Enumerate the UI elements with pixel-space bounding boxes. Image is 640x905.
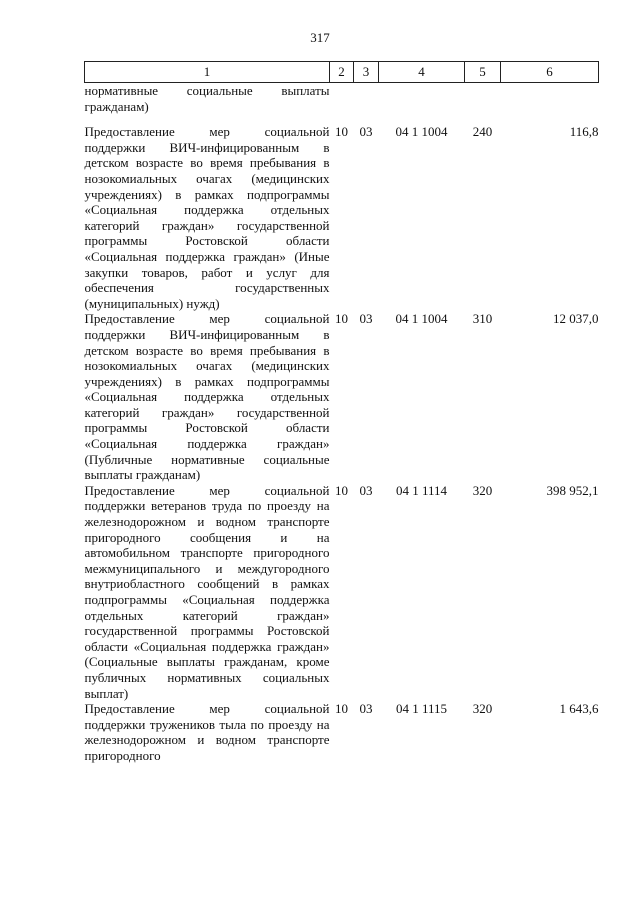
row-description: Предоставление мер социальной поддержки ветеранов труда по проезду на железнодорожном и водном транспорте пригородного сообщения и на автомобильном транспорте пригородного межмуниципального и междугородного внутриобластного сообщений в рамках подпрограммы «Социальная поддержка отдельных категорий граждан» государственной программы Ростовской области «Социальная поддержка граждан» (Социальные выплаты гражданам, кроме публичных нормативных социальных выплат)	[84, 482, 330, 701]
row-target: 04 1 1004	[395, 311, 448, 327]
row-type: 320	[472, 701, 493, 717]
row-section: 10	[335, 311, 348, 327]
table-row	[85, 124, 599, 311]
column-header-3: 3	[354, 62, 379, 83]
row-amount: 1 643,6	[559, 701, 599, 717]
row-amount: 116,8	[569, 124, 599, 140]
budget-table	[84, 61, 599, 764]
row-subsection: 03	[359, 482, 373, 498]
table-row	[85, 311, 599, 483]
row-subsection: 03	[359, 124, 373, 140]
continuation-text: нормативные социальные выплаты гражданам)	[84, 83, 330, 114]
row-target: 04 1 1114	[395, 482, 448, 498]
table-row	[85, 483, 599, 701]
column-header-4: 4	[379, 62, 465, 83]
row-description: Предоставление мер социальной поддержки ВИЧ-инфицированным в детском возрасте во время пребывания в нозокомиальных очагах (медицинских учреждениях) в рамках подпрограммы «Социальная поддержка отдельных категорий граждан» государственной программы Ростовской области «Социальная поддержка граждан» (Иные закупки товаров, работ и услуг для обеспечения государственных (муниципальных) нужд)	[84, 124, 330, 311]
row-amount: 398 952,1	[546, 482, 599, 498]
row-target: 04 1 1004	[395, 124, 448, 140]
page-number: 317	[310, 30, 330, 45]
header-row	[85, 62, 599, 83]
column-header-5: 5	[465, 62, 501, 83]
column-header-2: 2	[330, 62, 354, 83]
row-type: 240	[472, 124, 493, 140]
row-amount: 12 037,0	[553, 311, 599, 327]
row-section: 10	[335, 701, 348, 717]
row-description: Предоставление мер социальной поддержки тружеников тыла по проезду на железнодорожном и водном транспорте пригородного	[84, 701, 330, 763]
row-target: 04 1 1115	[395, 701, 448, 717]
column-header-6: 6	[501, 62, 599, 83]
row-section: 10	[335, 482, 348, 498]
row-subsection: 03	[359, 311, 373, 327]
column-header-1: 1	[85, 62, 330, 83]
row-type: 320	[472, 482, 493, 498]
row-description: Предоставление мер социальной поддержки ВИЧ-инфицированным в детском возрасте во время пребывания в нозокомиальных очагах (медицинских учреждениях) в рамках подпрограммы «Социальная поддержка отдельных категорий граждан» государственной программы Ростовской области «Социальная поддержка граждан» (Публичные нормативные социальные выплаты гражданам)	[84, 311, 330, 483]
row-section: 10	[335, 124, 348, 140]
table-row	[85, 701, 599, 763]
continuation-row	[85, 83, 599, 125]
row-subsection: 03	[359, 701, 373, 717]
row-type: 310	[472, 311, 493, 327]
